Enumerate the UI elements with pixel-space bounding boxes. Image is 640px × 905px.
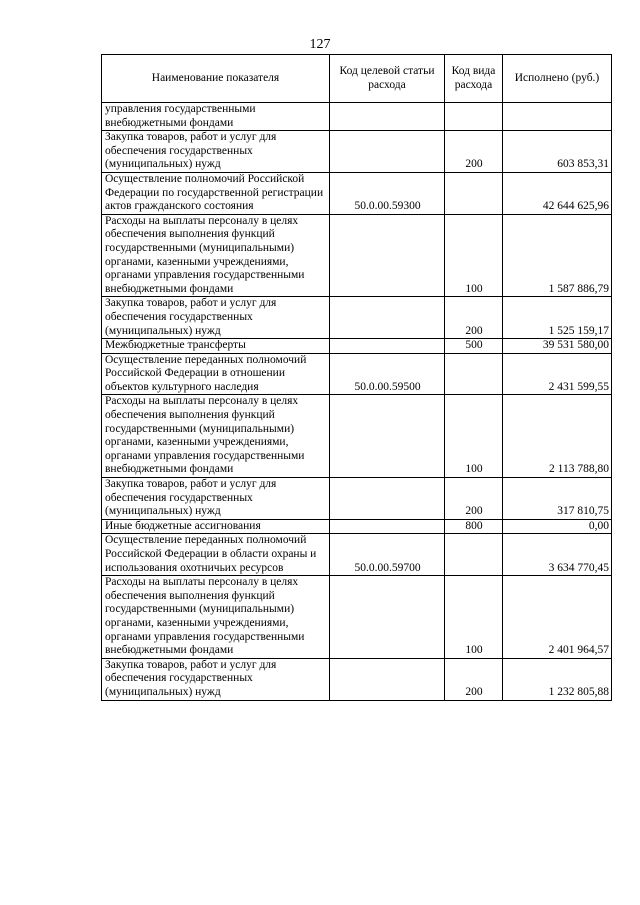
expense-kind-cell: 500 — [445, 339, 503, 354]
executed-amount-cell: 2 113 788,80 — [503, 395, 612, 478]
indicator-name-cell: Расходы на выплаты персоналу в целях обеспечения выполнения функций государственными (муниципальными) органами, казенными учреждениями, органами управления государственными внебюджетными фондами — [102, 395, 330, 478]
indicator-name-cell: Межбюджетные трансферты — [102, 339, 330, 354]
target-code-cell — [330, 339, 445, 354]
table-row — [102, 339, 612, 354]
indicator-name-cell: Расходы на выплаты персоналу в целях обеспечения выполнения функций государственными (муниципальными) органами, казенными учреждениями, органами управления государственными внебюджетными фондами — [102, 214, 330, 297]
indicator-name-cell: Осуществление переданных полномочий Российской Федерации в отношении объектов культурного наследия — [102, 353, 330, 395]
expense-kind-cell: 100 — [445, 576, 503, 659]
indicator-name-cell: Осуществление переданных полномочий Российской Федерации в области охраны и использования охотничьих ресурсов — [102, 534, 330, 576]
target-code-cell — [330, 131, 445, 173]
executed-amount-cell: 3 634 770,45 — [503, 534, 612, 576]
target-code-cell: 50.0.00.59500 — [330, 353, 445, 395]
table-row — [102, 297, 612, 339]
executed-amount-cell: 39 531 580,00 — [503, 339, 612, 354]
expense-kind-cell: 200 — [445, 131, 503, 173]
indicator-name-cell: Закупка товаров, работ и услуг для обеспечения государственных (муниципальных) нужд — [102, 297, 330, 339]
target-code-cell — [330, 519, 445, 534]
executed-amount-cell: 2 401 964,57 — [503, 576, 612, 659]
expense-kind-cell — [445, 534, 503, 576]
expense-kind-cell: 100 — [445, 214, 503, 297]
target-code-cell — [330, 658, 445, 700]
target-code-cell: 50.0.00.59700 — [330, 534, 445, 576]
executed-amount-cell: 2 431 599,55 — [503, 353, 612, 395]
table-header — [102, 55, 612, 103]
table-row — [102, 103, 612, 131]
header-executed-amount: Исполнено (руб.) — [503, 55, 612, 103]
table-row — [102, 172, 612, 214]
executed-amount-cell: 1 587 886,79 — [503, 214, 612, 297]
expense-kind-cell — [445, 172, 503, 214]
expenditure-table — [101, 54, 612, 701]
indicator-name-cell: Иные бюджетные ассигнования — [102, 519, 330, 534]
table-row — [102, 395, 612, 478]
expense-kind-cell — [445, 353, 503, 395]
target-code-cell — [330, 478, 445, 520]
target-code-cell — [330, 214, 445, 297]
executed-amount-cell — [503, 103, 612, 131]
table-row — [102, 353, 612, 395]
target-code-cell — [330, 297, 445, 339]
executed-amount-cell: 42 644 625,96 — [503, 172, 612, 214]
table-body — [102, 103, 612, 701]
table-row — [102, 534, 612, 576]
table-row — [102, 519, 612, 534]
executed-amount-cell: 603 853,31 — [503, 131, 612, 173]
target-code-cell — [330, 576, 445, 659]
header-target-code: Код целевой статьи расхода — [330, 55, 445, 103]
indicator-name-cell: Расходы на выплаты персоналу в целях обеспечения выполнения функций государственными (муниципальными) органами, казенными учреждениями, органами управления государственными внебюджетными фондами — [102, 576, 330, 659]
table-row — [102, 131, 612, 173]
indicator-name-cell: управления государственными внебюджетными фондами — [102, 103, 330, 131]
header-indicator-name: Наименование показателя — [102, 55, 330, 103]
page-number: 127 — [309, 37, 331, 52]
executed-amount-cell: 0,00 — [503, 519, 612, 534]
table-row — [102, 214, 612, 297]
executed-amount-cell: 317 810,75 — [503, 478, 612, 520]
executed-amount-cell: 1 525 159,17 — [503, 297, 612, 339]
expense-kind-cell: 200 — [445, 478, 503, 520]
expense-kind-cell: 800 — [445, 519, 503, 534]
expense-kind-cell — [445, 103, 503, 131]
header-expense-kind: Код вида расхода — [445, 55, 503, 103]
indicator-name-cell: Осуществление полномочий Российской Федерации по государственной регистрации актов гражданского состояния — [102, 172, 330, 214]
executed-amount-cell: 1 232 805,88 — [503, 658, 612, 700]
indicator-name-cell: Закупка товаров, работ и услуг для обеспечения государственных (муниципальных) нужд — [102, 478, 330, 520]
expense-kind-cell: 200 — [445, 658, 503, 700]
indicator-name-cell: Закупка товаров, работ и услуг для обеспечения государственных (муниципальных) нужд — [102, 131, 330, 173]
indicator-name-cell: Закупка товаров, работ и услуг для обеспечения государственных (муниципальных) нужд — [102, 658, 330, 700]
table-row — [102, 576, 612, 659]
table-row — [102, 658, 612, 700]
target-code-cell — [330, 395, 445, 478]
target-code-cell: 50.0.00.59300 — [330, 172, 445, 214]
target-code-cell — [330, 103, 445, 131]
expense-kind-cell: 100 — [445, 395, 503, 478]
expense-kind-cell: 200 — [445, 297, 503, 339]
table-row — [102, 478, 612, 520]
